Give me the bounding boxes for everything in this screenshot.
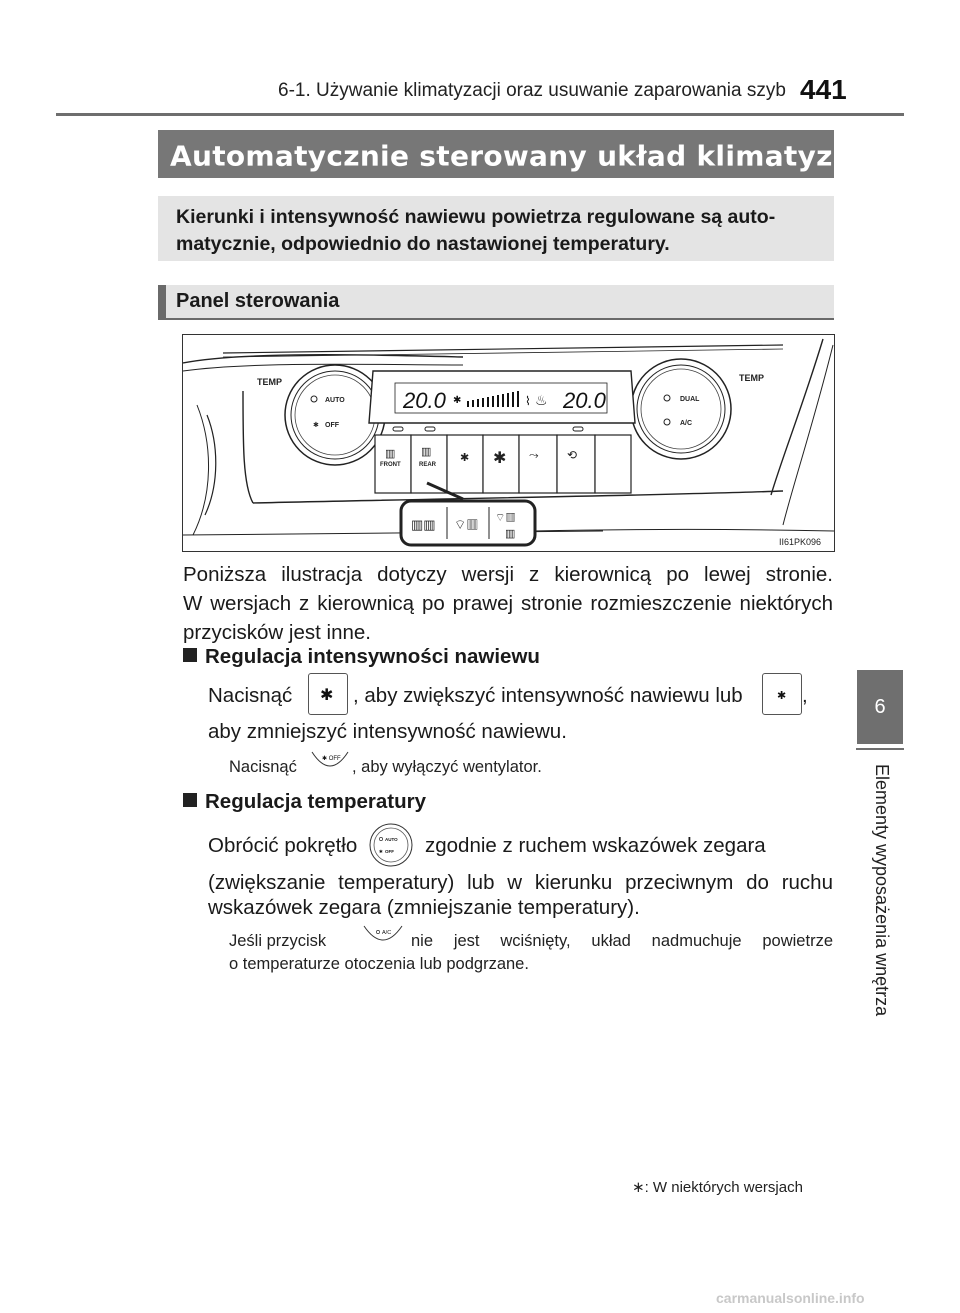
temp-text-clockwise: zgodnie z ruchem wskazówek zegara — [425, 834, 766, 857]
svg-text:▥: ▥ — [385, 448, 396, 460]
paragraph-line: (zwiększanie temperatury) lub w kierunku przeciwnym do ruchu — [208, 871, 833, 894]
chapter-title: Elementy wyposażenia wnętrza — [872, 764, 892, 1017]
fan-decrease-button[interactable] — [447, 435, 483, 493]
temperature-paragraph — [208, 870, 833, 920]
fan-decrease-button-icon — [762, 673, 802, 715]
header-divider — [56, 113, 904, 116]
auto-button-label[interactable]: AUTO — [325, 397, 345, 404]
svg-text:✱: ✱ — [320, 687, 334, 704]
fan-off-text: , aby wyłączyć wentylator. — [352, 758, 542, 776]
dual-button-label[interactable]: DUAL — [680, 396, 700, 403]
page-title — [170, 136, 909, 172]
svg-text:⌇: ⌇ — [525, 394, 531, 408]
svg-text:⤳: ⤳ — [529, 448, 539, 462]
control-panel-illustration — [182, 334, 835, 552]
title-footnote-marker: ∗ — [890, 136, 910, 161]
off-button-label[interactable]: OFF — [325, 422, 339, 429]
square-bullet-icon — [183, 793, 197, 807]
svg-text:♨: ♨ — [535, 392, 548, 408]
page-title-text: Automatycznie sterowany układ klimatyzacji — [170, 139, 889, 173]
svg-text:✱: ✱ — [313, 422, 319, 429]
panel-heading-rule — [158, 318, 834, 320]
control-panel-drawing — [183, 335, 834, 551]
svg-text:⌔▥: ⌔▥ — [495, 512, 516, 524]
fan-text-increase: , aby zwiększyć intensywność nawiewu lub — [353, 684, 743, 707]
temp-right-label: TEMP — [739, 373, 765, 383]
display-right-temperature: 20.0 — [563, 388, 606, 413]
steering-note-paragraph — [183, 560, 833, 647]
svg-text:✱ OFF: ✱ OFF — [322, 756, 341, 762]
section-title: 6-1. Używanie klimatyzacji oraz usuwanie zaparowania szyb — [278, 80, 786, 101]
fan-speed-heading — [183, 645, 540, 669]
paragraph-line: Poniższa ilustracja dotyczy wersji z kierownicą po lewej stronie. — [183, 563, 833, 586]
svg-text:▥: ▥ — [505, 528, 516, 540]
square-bullet-icon — [183, 648, 197, 662]
page-number: 441 — [800, 74, 847, 105]
svg-text:✱: ✱ — [453, 395, 462, 406]
ac-note-text-b: nie jest wciśnięty, układ nadmuchuje powietrze — [411, 932, 833, 950]
chapter-tab — [857, 670, 903, 744]
panel-heading-accent — [158, 285, 166, 318]
watermark: carmanualsonline.info — [716, 1290, 865, 1306]
chapter-tab-divider — [856, 748, 904, 750]
svg-text:A/C: A/C — [382, 930, 392, 936]
svg-text:✱: ✱ — [777, 690, 787, 702]
svg-text:OFF: OFF — [385, 849, 394, 854]
svg-text:✱: ✱ — [493, 450, 507, 467]
intro-line: Kierunki i intensywność nawiewu powietrza regulowane są auto- — [176, 206, 776, 228]
right-temperature-dial[interactable] — [631, 359, 731, 459]
illustration-code: II61PK096 — [779, 537, 822, 547]
svg-text:AUTO: AUTO — [385, 837, 398, 842]
svg-text:✱: ✱ — [460, 452, 470, 464]
footnote: ∗: W niektórych wersjach — [632, 1179, 803, 1196]
front-button-label: FRONT — [380, 462, 401, 468]
svg-text:▥: ▥ — [421, 446, 432, 458]
temperature-heading — [183, 790, 426, 814]
temperature-heading-text: Regulacja temperatury — [205, 790, 427, 813]
fan-text-press: Nacisnąć — [208, 684, 293, 707]
off-button-icon — [310, 750, 350, 779]
fan-text-decrease: aby zmniejszyć intensywność nawiewu. — [208, 720, 567, 743]
paragraph-line: przycisków jest inne. — [183, 621, 371, 644]
blank-button — [595, 435, 631, 493]
rear-button-label: REAR — [419, 462, 437, 468]
ac-note-text-c: o temperaturze otoczenia lub podgrzane. — [229, 955, 529, 973]
svg-text:▥▥: ▥▥ — [411, 517, 436, 532]
paragraph-line: W wersjach z kierownicą po prawej stronie rozmieszczenie niektórych — [183, 592, 833, 615]
temp-text-turn: Obrócić pokrętło — [208, 834, 358, 857]
svg-text:⌔▥: ⌔▥ — [454, 517, 479, 532]
ac-button-label[interactable]: A/C — [680, 420, 693, 427]
svg-text:✱: ✱ — [379, 849, 383, 854]
temp-left-label: TEMP — [257, 377, 283, 387]
display-left-temperature: 20.0 — [403, 388, 446, 413]
svg-text:⟲: ⟲ — [567, 448, 578, 462]
fan-off-text-press: Nacisnąć — [229, 758, 297, 776]
panel-heading: Panel sterowania — [176, 290, 340, 312]
temperature-dial-icon — [368, 822, 414, 873]
fan-increase-button-icon — [308, 673, 348, 715]
fan-text-comma: , — [802, 684, 808, 707]
chapter-number: 6 — [874, 695, 886, 718]
paragraph-line: wskazówek zegara (zmniejszanie temperatury). — [208, 896, 640, 919]
intro-line: matycznie, odpowiednio do nastawionej temperatury. — [176, 233, 670, 255]
airflow-mode-button[interactable] — [519, 435, 557, 493]
fan-speed-heading-text: Regulacja intensywności nawiewu — [205, 645, 540, 668]
intro-text — [176, 204, 826, 258]
ac-note-text-a: Jeśli przycisk — [229, 932, 327, 950]
air-recirculation-button[interactable] — [557, 435, 595, 493]
ac-button-icon — [362, 924, 404, 953]
